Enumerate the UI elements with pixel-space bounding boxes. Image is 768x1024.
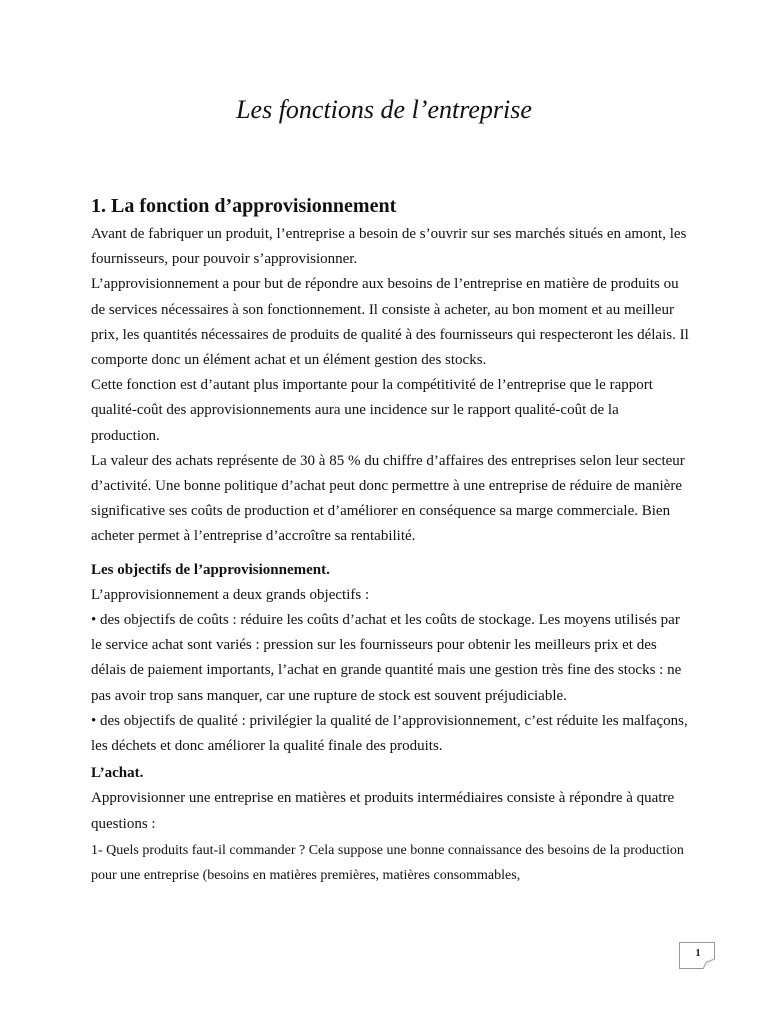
page-curl-icon <box>703 959 715 969</box>
section-heading: 1. La fonction d’approvisionnement <box>91 195 397 217</box>
bullet-item: • des objectifs de qualité : privilégier la qualité de l’approvisionnement, c’est réduite les malfaçons, les déchets et donc améliorer la qualité finale des produits. <box>91 712 688 755</box>
document-title: Les fonctions de l’entreprise <box>236 95 532 124</box>
page-number: 1 <box>695 948 701 959</box>
subsection-heading: L’achat. <box>91 765 144 782</box>
document-body <box>91 192 691 888</box>
subsection-heading: Les objectifs de l’approvisionnement. <box>91 561 330 578</box>
page-number-box <box>679 942 715 969</box>
numbered-item: 1- Quels produits faut-il commander ? Cela suppose une bonne connaissance des besoins de la production pour une entreprise (besoins en matières premières, matières consommables, <box>91 842 684 884</box>
paragraph: L’approvisionnement a pour but de répondre aux besoins de l’entreprise en matière de produits ou de services nécessaires à son fonctionnement. Il consiste à acheter, au bon moment et au meilleur prix, les quantités nécessaires de produits de qualité à des fournisseurs qui respecteront les délais. Il comporte donc un élément achat et un élément gestion des stocks. <box>91 276 689 369</box>
paragraph: Avant de fabriquer un produit, l’entreprise a besoin de s’ouvrir sur ses marchés situés en amont, les fournisseurs, pour pouvoir s’approvisionner. <box>91 226 687 268</box>
paragraph: La valeur des achats représente de 30 à 85 % du chiffre d’affaires des entreprises selon leur secteur d’activité. Une bonne politique d’achat peut donc permettre à une entreprise de réduire de manière significative ses coûts de production et d’améliorer en conséquence sa marge commerciale. Bien acheter permet à l’entreprise d’accroître sa rentabilité. <box>91 452 685 545</box>
paragraph: Approvisionner une entreprise en matières et produits intermédiaires consiste à répondre à quatre questions : <box>91 790 675 832</box>
paragraph: L’approvisionnement a deux grands objectifs : <box>91 586 370 603</box>
bullet-item: • des objectifs de coûts : réduire les coûts d’achat et les coûts de stockage. Les moyens utilisés par le service achat sont variés : pression sur les fournisseurs pour obtenir les meilleurs prix et des délais de paiement importants, l’achat en grande quantité mais une gestion très fine des stocks : ne pas avoir trop sans manquer, car une rupture de stock est souvent préjudiciable. <box>91 612 682 704</box>
paragraph: Cette fonction est d’autant plus importante pour la compétitivité de l’entreprise que le rapport qualité-coût des approvisionnements aura une incidence sur le rapport qualité-coût de la production. <box>91 377 653 444</box>
